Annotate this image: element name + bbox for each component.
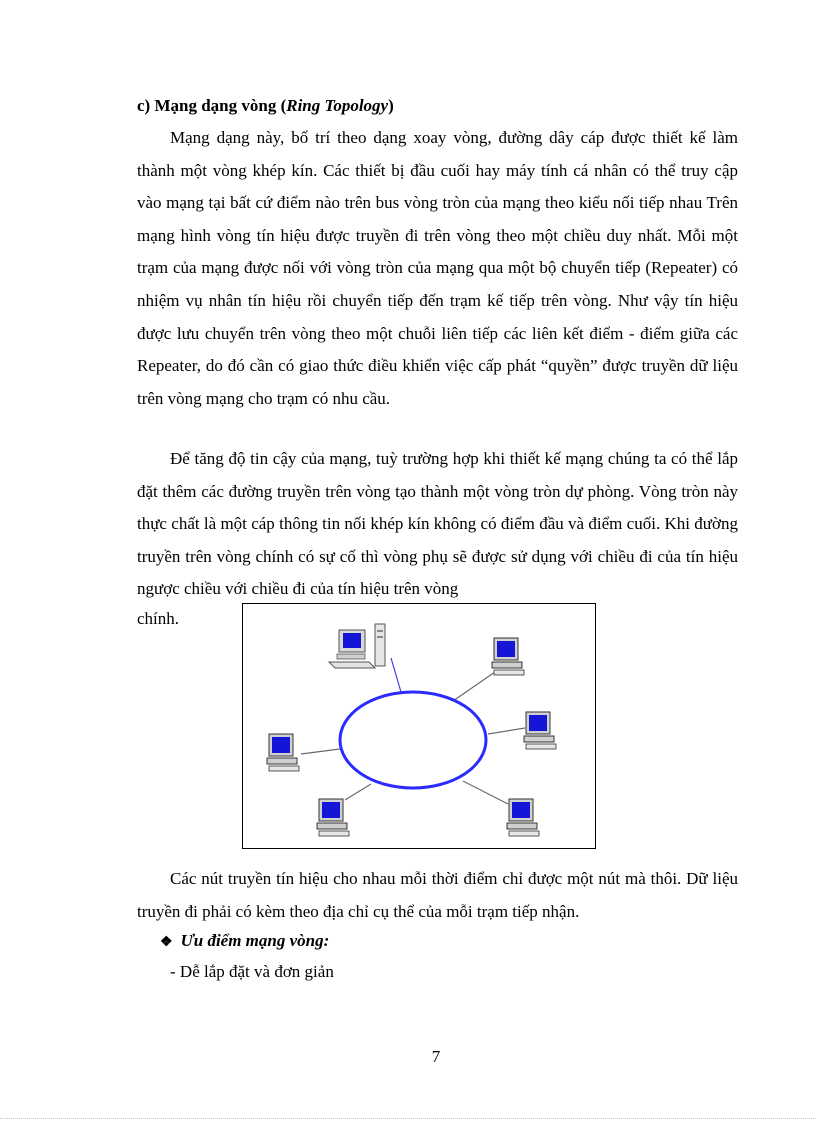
link-server — [391, 658, 401, 692]
paragraph-tail-word: chính. — [137, 609, 180, 628]
section-heading-suffix: ) — [388, 96, 394, 115]
section-heading — [137, 95, 737, 117]
page-number: 7 — [431, 1047, 441, 1066]
computer-icon-bottom-left — [317, 799, 349, 836]
advantages-heading — [160, 927, 329, 957]
ring-topology-svg — [243, 604, 595, 848]
link-top-right — [453, 672, 495, 701]
footer-divider — [0, 1118, 816, 1119]
section-heading-prefix: c) Mạng dạng vòng ( — [137, 96, 287, 115]
diamond-bullet-icon: ❖ — [160, 935, 173, 950]
advantages-heading-text: Ưu điểm mạng vòng: — [180, 931, 330, 950]
ring-topology-diagram — [242, 603, 596, 849]
paragraph-node-transmission: Các nút truyền tín hiệu cho nhau mỗi thời điểm chỉ được một nút mà thôi. Dữ liệu truyền đi phải có kèm theo địa chỉ cụ thể của mỗi trạm tiếp nhận. — [137, 869, 738, 921]
link-right — [488, 728, 525, 734]
advantage-item: - Dễ lắp đặt và đơn giản — [170, 962, 334, 981]
computer-icon-right — [524, 712, 556, 749]
link-left — [301, 749, 340, 754]
paragraph-ring-description: Mạng dạng này, bố trí theo dạng xoay vòng, đường dây cáp được thiết kế làm thành một vòng khép kín. Các thiết bị đầu cuối hay máy tính cá nhân có thể truy cập vào mạng tại bất cứ điểm nào trên bus vòng tròn của mạng theo kiểu nối tiếp nhau Trên mạng hình vòng tín hiệu được truyền đi trên vòng theo một chiều duy nhất. Mỗi một trạm của mạng được nối với vòng tròn của mạng qua một bộ chuyển tiếp (Repeater) có nhiệm vụ nhân tín hiệu rồi chuyển tiếp đến trạm kế tiếp trên vòng. Như vậy tín hiệu được lưu chuyển trên vòng theo một chuỗi liên tiếp các liên kết điểm - điểm giữa các Repeater, do đó cần có giao thức điều khiển việc cấp phát “quyền” được truyền dữ liệu trên vòng mạng cho trạm có nhu cầu. — [137, 128, 738, 408]
ring — [340, 692, 486, 788]
link-bottom-left — [345, 784, 371, 800]
computer-icon-top-right — [492, 638, 524, 675]
server-computer-icon — [329, 624, 385, 668]
link-bottom-right — [463, 781, 508, 804]
computer-icon-bottom-right — [507, 799, 539, 836]
paragraph-reliability: Để tăng độ tin cậy của mạng, tuỳ trường hợp khi thiết kế mạng chúng ta có thể lắp đặt thêm các đường truyền trên vòng tạo thành một vòng tròn dự phòng. Vòng tròn này thực chất là một cáp thông tin nối khép kín không có điểm đầu và điểm cuối. Khi đường truyền trên vòng chính có sự cố thì vòng phụ sẽ được sử dụng với chiều đi của tín hiệu ngược chiều với chiều đi của tín hiệu trên vòng — [137, 449, 738, 599]
computer-icon-left — [267, 734, 299, 771]
section-heading-italic: Ring Topology — [286, 96, 389, 115]
